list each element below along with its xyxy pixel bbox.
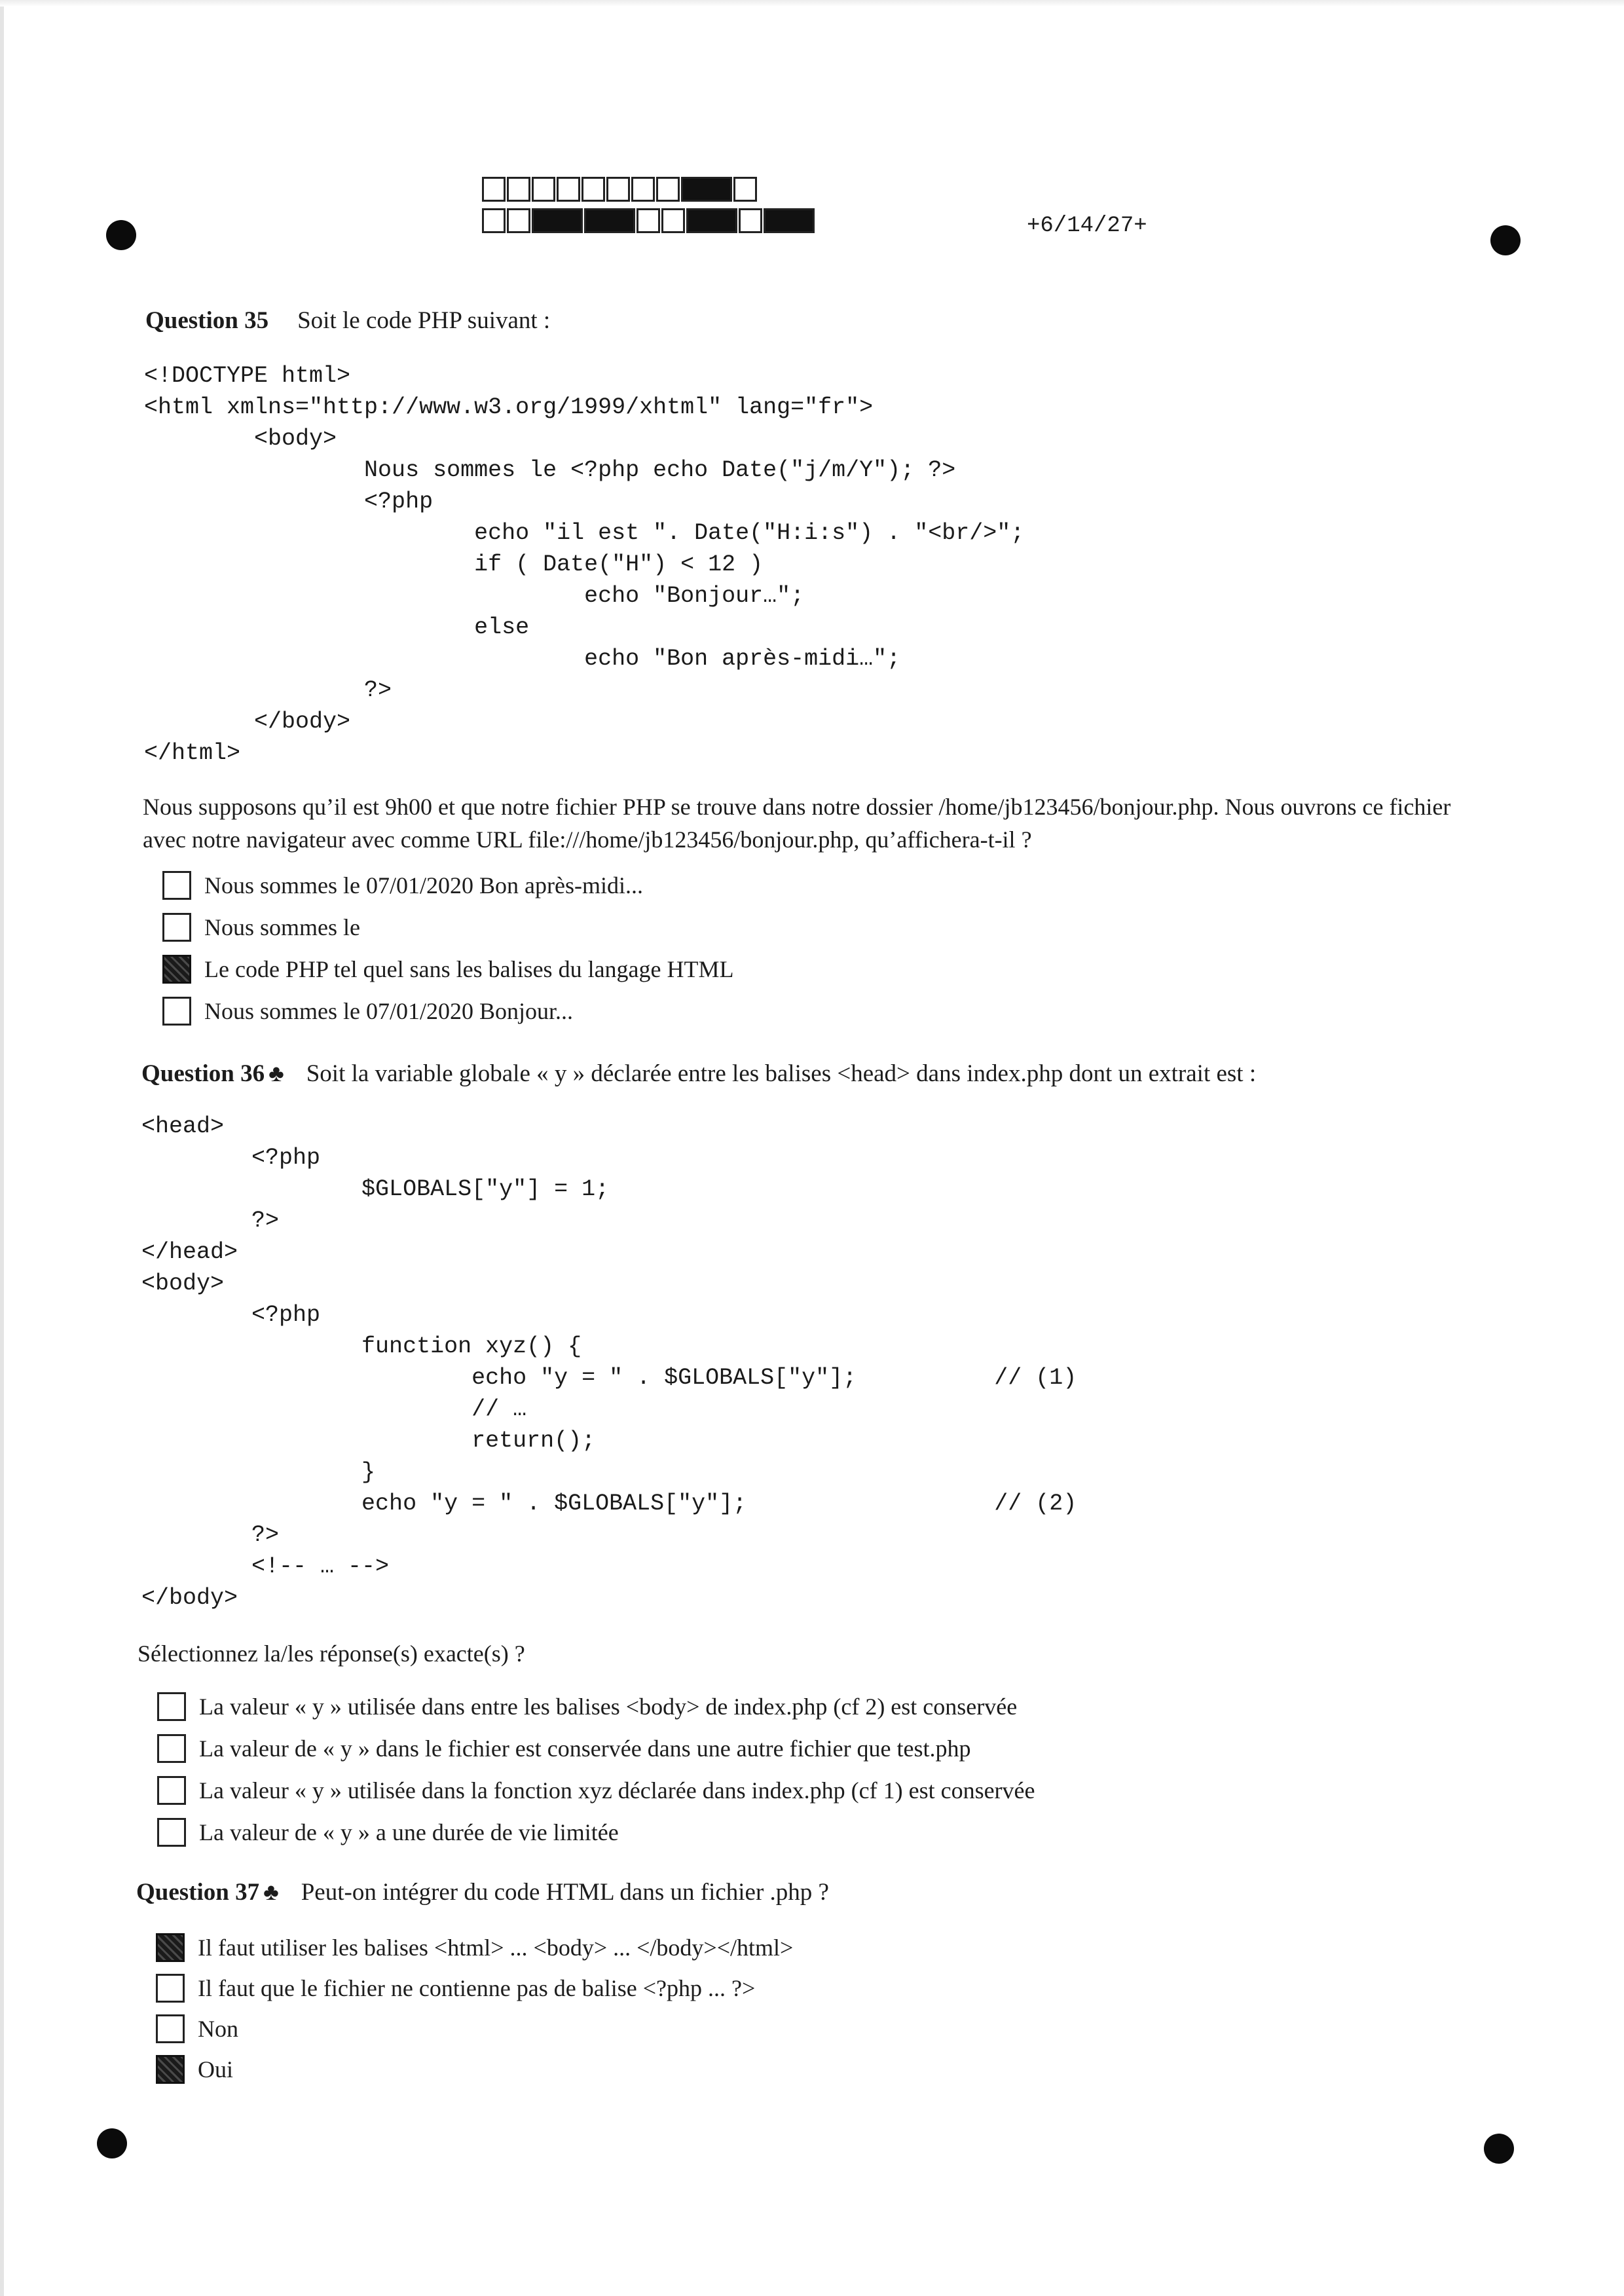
question-37-prompt: Peut-on intégrer du code HTML dans un fichier .php ? (301, 1879, 829, 1906)
question-37-option-4[interactable] (156, 2055, 233, 2084)
barcode-cell (532, 177, 555, 202)
checkbox[interactable] (156, 2014, 185, 2043)
option-label: La valeur de « y » dans le fichier est conservée dans une autre fichier que test.php (199, 1735, 971, 1762)
question-37-option-1[interactable] (156, 1933, 793, 1962)
barcode-cell (482, 208, 506, 233)
scan-edge-shadow (0, 0, 4, 2296)
option-label: Non (198, 2016, 238, 2042)
question-36-header (141, 1060, 1256, 1088)
option-label: La valeur « y » utilisée dans entre les balises <body> de index.php (cf 2) est conservée (199, 1694, 1018, 1720)
barcode-cell (681, 177, 732, 202)
barcode-bottom-row (482, 208, 816, 233)
option-label: Oui (198, 2056, 233, 2083)
checkbox[interactable] (157, 1776, 186, 1805)
question-35-option-4[interactable] (162, 997, 573, 1026)
question-36-title: Question 36 (141, 1060, 265, 1087)
club-icon: ♣ (263, 1879, 279, 1905)
question-35-code: <!DOCTYPE html> <html xmlns="http://www.w3.org/1999/xhtml" lang="fr"> <body> Nous sommes le <?php echo Date("j/m/Y"); ?> <?php echo "il est ". Date("H:i:s") . "<br/>"; if ( Date("H") < 12 ) echo "Bonjour…"; else echo "Bon après-midi…"; ?> </body> </html> (144, 363, 1025, 766)
barcode-cell (764, 208, 815, 233)
question-35-option-1[interactable] (162, 871, 643, 900)
option-label: Nous sommes le 07/01/2020 Bon après-midi... (204, 872, 643, 898)
question-35-option-3[interactable] (162, 955, 734, 984)
option-label: Nous sommes le (204, 914, 360, 940)
question-36-option-3[interactable] (157, 1776, 1035, 1805)
checkbox[interactable] (156, 1933, 185, 1962)
checkbox[interactable] (162, 871, 191, 900)
checkbox[interactable] (162, 955, 191, 984)
option-label: Le code PHP tel quel sans les balises du langage HTML (204, 956, 734, 982)
page-id: +6/14/27+ (1027, 213, 1147, 238)
checkbox[interactable] (157, 1734, 186, 1763)
question-36-option-1[interactable] (157, 1692, 1017, 1721)
option-label: Il faut utiliser les balises <html> ... <body> ... </body></html> (198, 1935, 794, 1961)
barcode-top-row (482, 177, 758, 202)
question-36-instruction: Sélectionnez la/les réponse(s) exacte(s) ? (138, 1640, 525, 1667)
question-36-prompt: Soit la variable globale « y » déclarée entre les balises <head> dans index.php dont un extrait est : (306, 1060, 1257, 1087)
checkbox[interactable] (157, 1692, 186, 1721)
checkbox[interactable] (162, 997, 191, 1026)
question-36-option-2[interactable] (157, 1734, 971, 1763)
barcode-cell (557, 177, 580, 202)
question-37-header (136, 1878, 829, 1906)
registration-mark-top-right (1490, 225, 1521, 255)
question-37-title: Question 37 (136, 1879, 260, 1906)
checkbox[interactable] (162, 913, 191, 942)
registration-mark-bottom-right (1484, 2134, 1514, 2164)
checkbox[interactable] (156, 1974, 185, 2003)
question-35-paragraph: Nous supposons qu’il est 9h00 et que notre fichier PHP se trouve dans notre dossier /home/jb123456/bonjour.php. Nous ouvrons ce fichier avec notre navigateur avec comme URL file:///home/jb123456/bonjour.php, qu’affichera-t-il ? (143, 794, 1451, 853)
barcode-cell (532, 208, 583, 233)
barcode-cell (631, 177, 655, 202)
scan-top-shadow (0, 0, 1624, 7)
barcode-cell (507, 177, 530, 202)
barcode-cell (686, 208, 737, 233)
registration-mark-bottom-left (97, 2128, 127, 2158)
option-label: Il faut que le fichier ne contienne pas de balise <?php ... ?> (198, 1975, 756, 2001)
club-icon: ♣ (268, 1060, 284, 1086)
option-label: Nous sommes le 07/01/2020 Bonjour... (204, 998, 574, 1024)
question-35-option-2[interactable] (162, 913, 360, 942)
question-35-header (145, 306, 550, 335)
checkbox[interactable] (156, 2055, 185, 2084)
barcode-cell (739, 208, 762, 233)
barcode-cell (661, 208, 685, 233)
barcode-cell (637, 208, 660, 233)
barcode-cell (733, 177, 757, 202)
barcode-cell (581, 177, 605, 202)
registration-mark-top-left (106, 220, 136, 250)
option-label: La valeur « y » utilisée dans la fonction xyz déclarée dans index.php (cf 1) est conservée (199, 1777, 1035, 1804)
barcode-cell (606, 177, 630, 202)
barcode-cell (656, 177, 680, 202)
option-label: La valeur de « y » a une durée de vie limitée (199, 1819, 619, 1845)
barcode-cell (482, 177, 506, 202)
question-36-option-4[interactable] (157, 1818, 619, 1847)
question-37-option-2[interactable] (156, 1974, 755, 2003)
question-36-code: <head> <?php $GLOBALS["y"] = 1; ?> </head> <body> <?php function xyz() { echo "y = " . $GLOBALS["y"]; // (1) // … return(); } echo "y = " . $GLOBALS["y"]; // (2) ?> <!-- … --> </body> (141, 1113, 1077, 1611)
checkbox[interactable] (157, 1818, 186, 1847)
question-37-option-3[interactable] (156, 2014, 238, 2043)
barcode-cell (584, 208, 635, 233)
question-35-title: Question 35 (145, 307, 269, 334)
question-35-prompt: Soit le code PHP suivant : (297, 307, 551, 334)
barcode-cell (507, 208, 530, 233)
